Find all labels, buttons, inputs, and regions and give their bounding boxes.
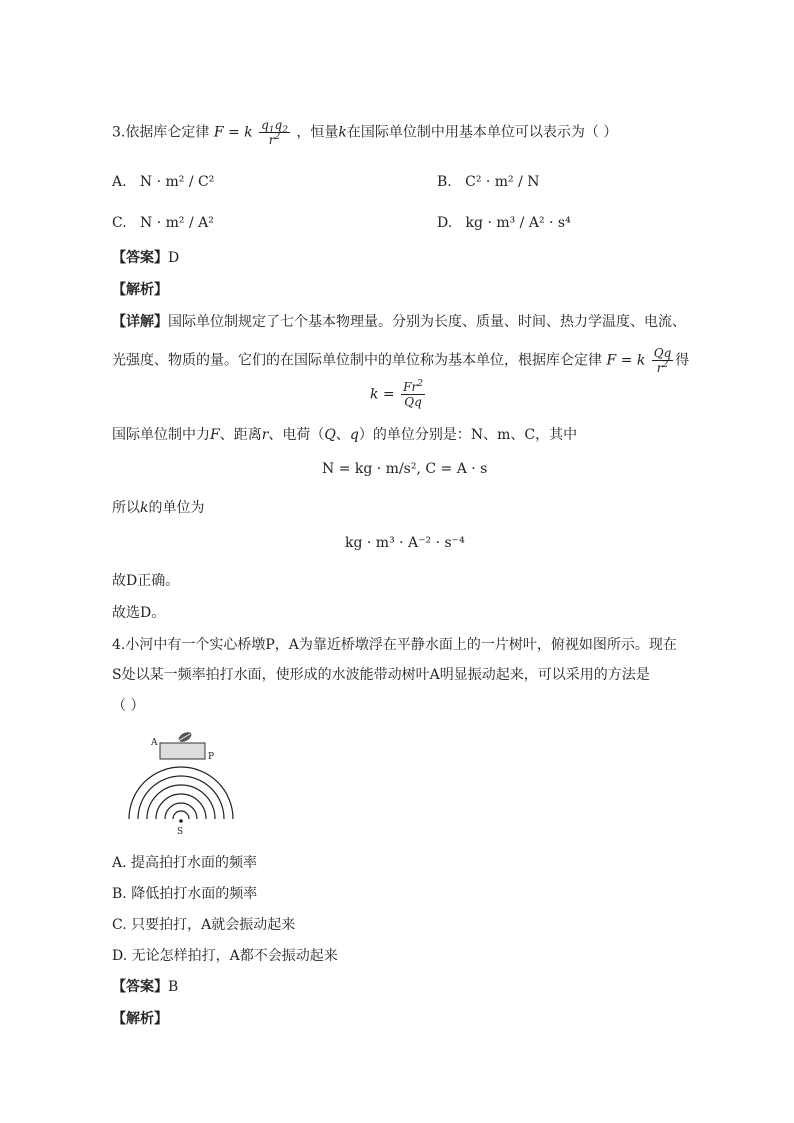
symbol-k: k <box>338 124 347 141</box>
q4-option-c: C. 只要拍打，A就会振动起来 <box>112 917 296 933</box>
q3-option-a <box>112 173 214 191</box>
formula-k: k <box>636 352 646 369</box>
q4-answer <box>112 978 178 996</box>
fig-label-a: A <box>151 738 158 748</box>
formula-F: F <box>213 124 224 141</box>
q4-option-d: D. 无论怎样拍打，A都不会振动起来 <box>112 948 338 964</box>
q3-option-d <box>437 214 571 232</box>
q4-stem-line1: 4.小河中有一个实心桥墩P，A为靠近桥墩浮在平静水面上的一片树叶，俯视如图所示。现在 <box>112 637 677 653</box>
wave-arc <box>156 794 206 819</box>
wave-arc <box>138 776 224 819</box>
option-text: C² · m² / N <box>465 174 540 190</box>
q3-option-c <box>112 214 214 232</box>
text: ）的单位分别是：N、m、C，其中 <box>358 427 578 443</box>
source-point <box>179 819 183 823</box>
leaf-icon <box>177 730 193 744</box>
answer-value: B <box>168 979 179 995</box>
q4-stem-line2: S处以某一频率拍打水面，使形成的水波能带动树叶A明显振动起来，可以采用的方法是 <box>112 667 650 683</box>
q3-answer <box>112 249 179 267</box>
fig-label-p: P <box>208 752 215 762</box>
detail-text: 国际单位制规定了七个基本物理量。分别为长度、质量、时间、热力学温度、电流、 <box>168 314 686 330</box>
q4-analysis-tag: 【解析】 <box>112 1011 168 1027</box>
wave-arc <box>147 785 215 819</box>
formula-F: F <box>606 352 617 369</box>
option-text: kg · m³ / A² · s⁴ <box>465 215 571 231</box>
q3-stem-suffix: ，恒量 <box>296 124 339 141</box>
text: 、 <box>335 427 350 443</box>
option-text: N · m² / A² <box>140 215 214 231</box>
q3-stem-suffix2: 在国际单位制中用基本单位可以表示为（ ） <box>346 124 618 141</box>
answer-value: D <box>168 250 180 266</box>
option-label: D. <box>437 215 453 231</box>
q3-conclusion2: 故选D。 <box>112 605 166 621</box>
detail-text: 得 <box>675 352 690 369</box>
option-label: B. <box>437 174 452 190</box>
option-label: A. <box>112 174 127 190</box>
q4-stem-line3: （ ） <box>112 698 145 714</box>
q3-analysis-tag: 【解析】 <box>112 282 168 298</box>
q3-conclusion1: 故D正确。 <box>112 573 180 589</box>
detail-text: 光强度、物质的量。它们的在国际单位制中的单位称为基本单位，根据库仑定律 <box>112 352 602 369</box>
wave-arc <box>173 811 189 819</box>
k-unit: kg · m³ · A⁻² · s⁻⁴ <box>345 535 465 551</box>
option-text: N · m² / C² <box>139 174 215 190</box>
q3-units-line: 国际单位制中力F、距离r、电荷（Q、q）的单位分别是：N、m、C，其中 <box>112 427 578 443</box>
pier-rect <box>160 743 205 759</box>
text: 国际单位制中力 <box>112 427 210 443</box>
wave-diagram <box>120 727 240 837</box>
q4-option-a: A. 提高拍打水面的频率 <box>112 855 258 871</box>
q3-detail-line2: 光强度、物质的量。它们的在国际单位制中的单位称为基本单位，根据库仑定律 F = k $\frac{Qq}{r^2}$ 得 <box>112 346 690 375</box>
option-label: C. <box>112 215 127 231</box>
text: 、距离 <box>219 427 262 443</box>
q3-stem-prefix: 3.依据库仑定律 <box>112 124 210 141</box>
q3-option-b <box>437 173 540 191</box>
coulomb-fraction-Qq: $\frac{Qq}{r^2}$ <box>653 346 672 375</box>
fig-label-s: S <box>177 827 184 837</box>
formula-k: k <box>244 124 253 141</box>
answer-tag: 【答案】 <box>112 979 168 995</box>
text: 所以 <box>112 500 140 516</box>
q3-stem: 3.依据库仑定律 F = k $\frac{q_1q_2}{r^2}$ ，恒量k在国际单位制中用基本单位可以表示为（ ） <box>112 118 618 147</box>
answer-tag: 【答案】 <box>112 250 168 266</box>
text: 、电荷（ <box>268 427 325 443</box>
q4-option-b: B. 降低拍打水面的频率 <box>112 886 258 902</box>
coulomb-fraction: $\frac{q_1q_2}{r^2}$ <box>261 118 288 147</box>
text: 的单位为 <box>148 500 205 516</box>
q3-so-line: 所以k的单位为 <box>112 500 205 516</box>
q3-detail-line1 <box>112 313 686 331</box>
k-formula: k = $\frac{Fr^2}{Qq}$ <box>370 379 423 409</box>
eq-units: N = kg · m/s², C = A · s <box>322 461 488 477</box>
detail-tag: 【详解】 <box>112 314 168 330</box>
k-fraction: $\frac{Fr^2}{Qq}$ <box>403 379 423 409</box>
